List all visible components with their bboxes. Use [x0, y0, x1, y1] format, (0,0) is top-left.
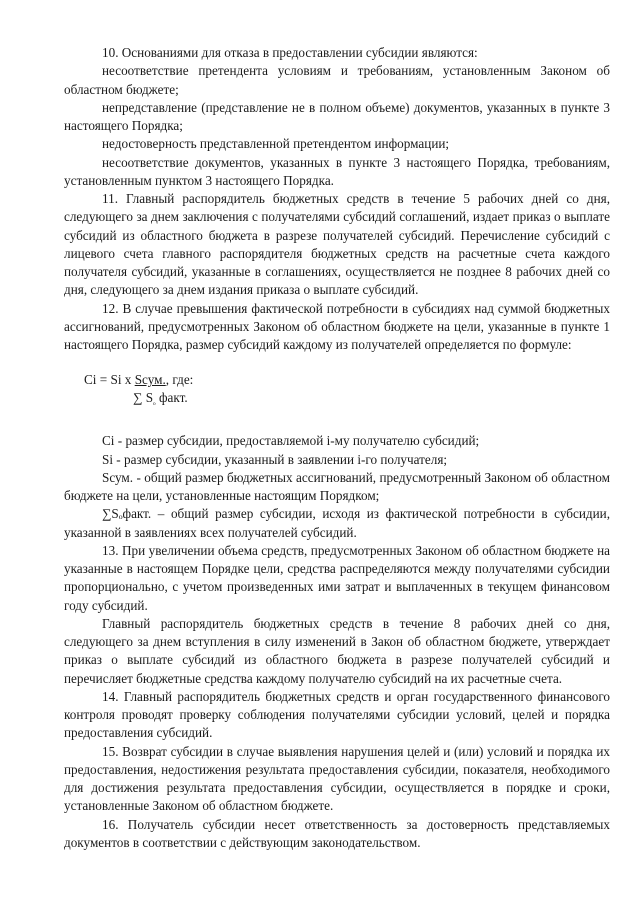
paragraph-10-item: несоответствие претендента условиям и требованиям, установленным Законом об областном бюджете; [64, 63, 610, 97]
formula-denominator-suffix: факт. [155, 390, 188, 406]
paragraph-10-item: недостоверность представленной претендентом информации; [102, 136, 450, 152]
formula-line-1 [84, 371, 610, 389]
formula-tail: , где: [165, 372, 194, 388]
paragraph-16: 16. Получатель субсидии несет ответственность за достоверность представляемых документов в соответствии с действующим законодательством. [64, 816, 610, 850]
definition-ci: Ci - размер субсидии, предоставляемой i-му получателю субсидий; [102, 433, 480, 449]
definition-ssum: Sсум. - общий размер бюджетных ассигнований, предусмотренный Законом об областном бюджете на цели, установленные настоящим Порядком; [64, 469, 610, 503]
formula [84, 371, 610, 410]
definition-si: Si - размер субсидии, указанный в заявлении i-го получателя; [102, 451, 448, 467]
paragraph-11: 11. Главный распорядитель бюджетных средств в течение 5 рабочих дней со дня, следующего за днем заключения с получателями субсидий соглашений, издает приказ о выплате субсидий из областного бюджета в разрезе получателей субсидий. Перечисление субсидий с лицевого счета главного распорядителя бюджетных средств на расчетные счета каждого получателя субсидий, указанные в соглашениях, осуществляется не позднее 8 рабочих дней со дня, следующего за днем издания приказа о выплате субсидий. [64, 191, 610, 298]
formula-lhs: Ci = Si x [84, 372, 135, 388]
formula-line-2 [84, 389, 610, 410]
paragraph-15: 15. Возврат субсидии в случае выявления нарушения целей и (или) условий и порядка их предоставления, недостижения результата предоставления субсидии, показателя, необходимого для достижения результата предоставления субсидии, осуществляется в порядке и сроки, установленные Законом об областном бюджете. [64, 743, 610, 814]
formula-denominator-sub: ₒ [153, 396, 156, 407]
paragraph-12: 12. В случае превышения фактической потребности в субсидиях над суммой бюджетных ассигнований, предусмотренных Законом об областном бюджете на цели, указанные в пункте 1 настоящего Порядка, размер субсидий каждому из получателей определяется по формуле: [64, 300, 610, 352]
paragraph-10-item: несоответствие документов, указанных в пункте 3 настоящего Порядка, требованиям, установленным пунктом 3 настоящего Порядка. [64, 154, 610, 188]
definition-sfact: ∑Sₒфакт. – общий размер субсидии, исходя из фактической потребности в субсидии, указанной в заявлениях всех получателей субсидий. [64, 506, 610, 540]
document-page [64, 44, 610, 852]
paragraph-10-item: непредставление (представление не в полном объеме) документов, указанных в пункте 3 настоящего Порядка; [64, 99, 610, 133]
paragraph-14: 14. Главный распорядитель бюджетных средств и орган государственного финансового контроля проводят проверку соблюдения получателями субсидии условий, целей и порядка предоставления субсидий. [64, 688, 610, 741]
paragraph-10-title: 10. Основаниями для отказа в предоставлении субсидии являются: [102, 45, 478, 60]
formula-numerator: Sсум. [134, 372, 166, 388]
formula-denominator-prefix: ∑ S [133, 390, 154, 406]
paragraph-13: 13. При увеличении объема средств, предусмотренных Законом об областном бюджете на указанные в настоящем Порядке цели, средства распределяются между получателями субсидии пропорционально, с учетом произведенных ими затрат и выплаченных в текущем финансовом году субсидий. [64, 542, 610, 613]
paragraph-13-continued: Главный распорядитель бюджетных средств в течение 8 рабочих дней со дня, следующего за днем вступления в силу изменений в Закон об областном бюджете, утверждает приказ о выплате субсидий из областного бюджета в разрезе получателей субсидий и перечисляет бюджетные средства каждому получателю субсидий на их расчетные счета. [64, 615, 610, 686]
